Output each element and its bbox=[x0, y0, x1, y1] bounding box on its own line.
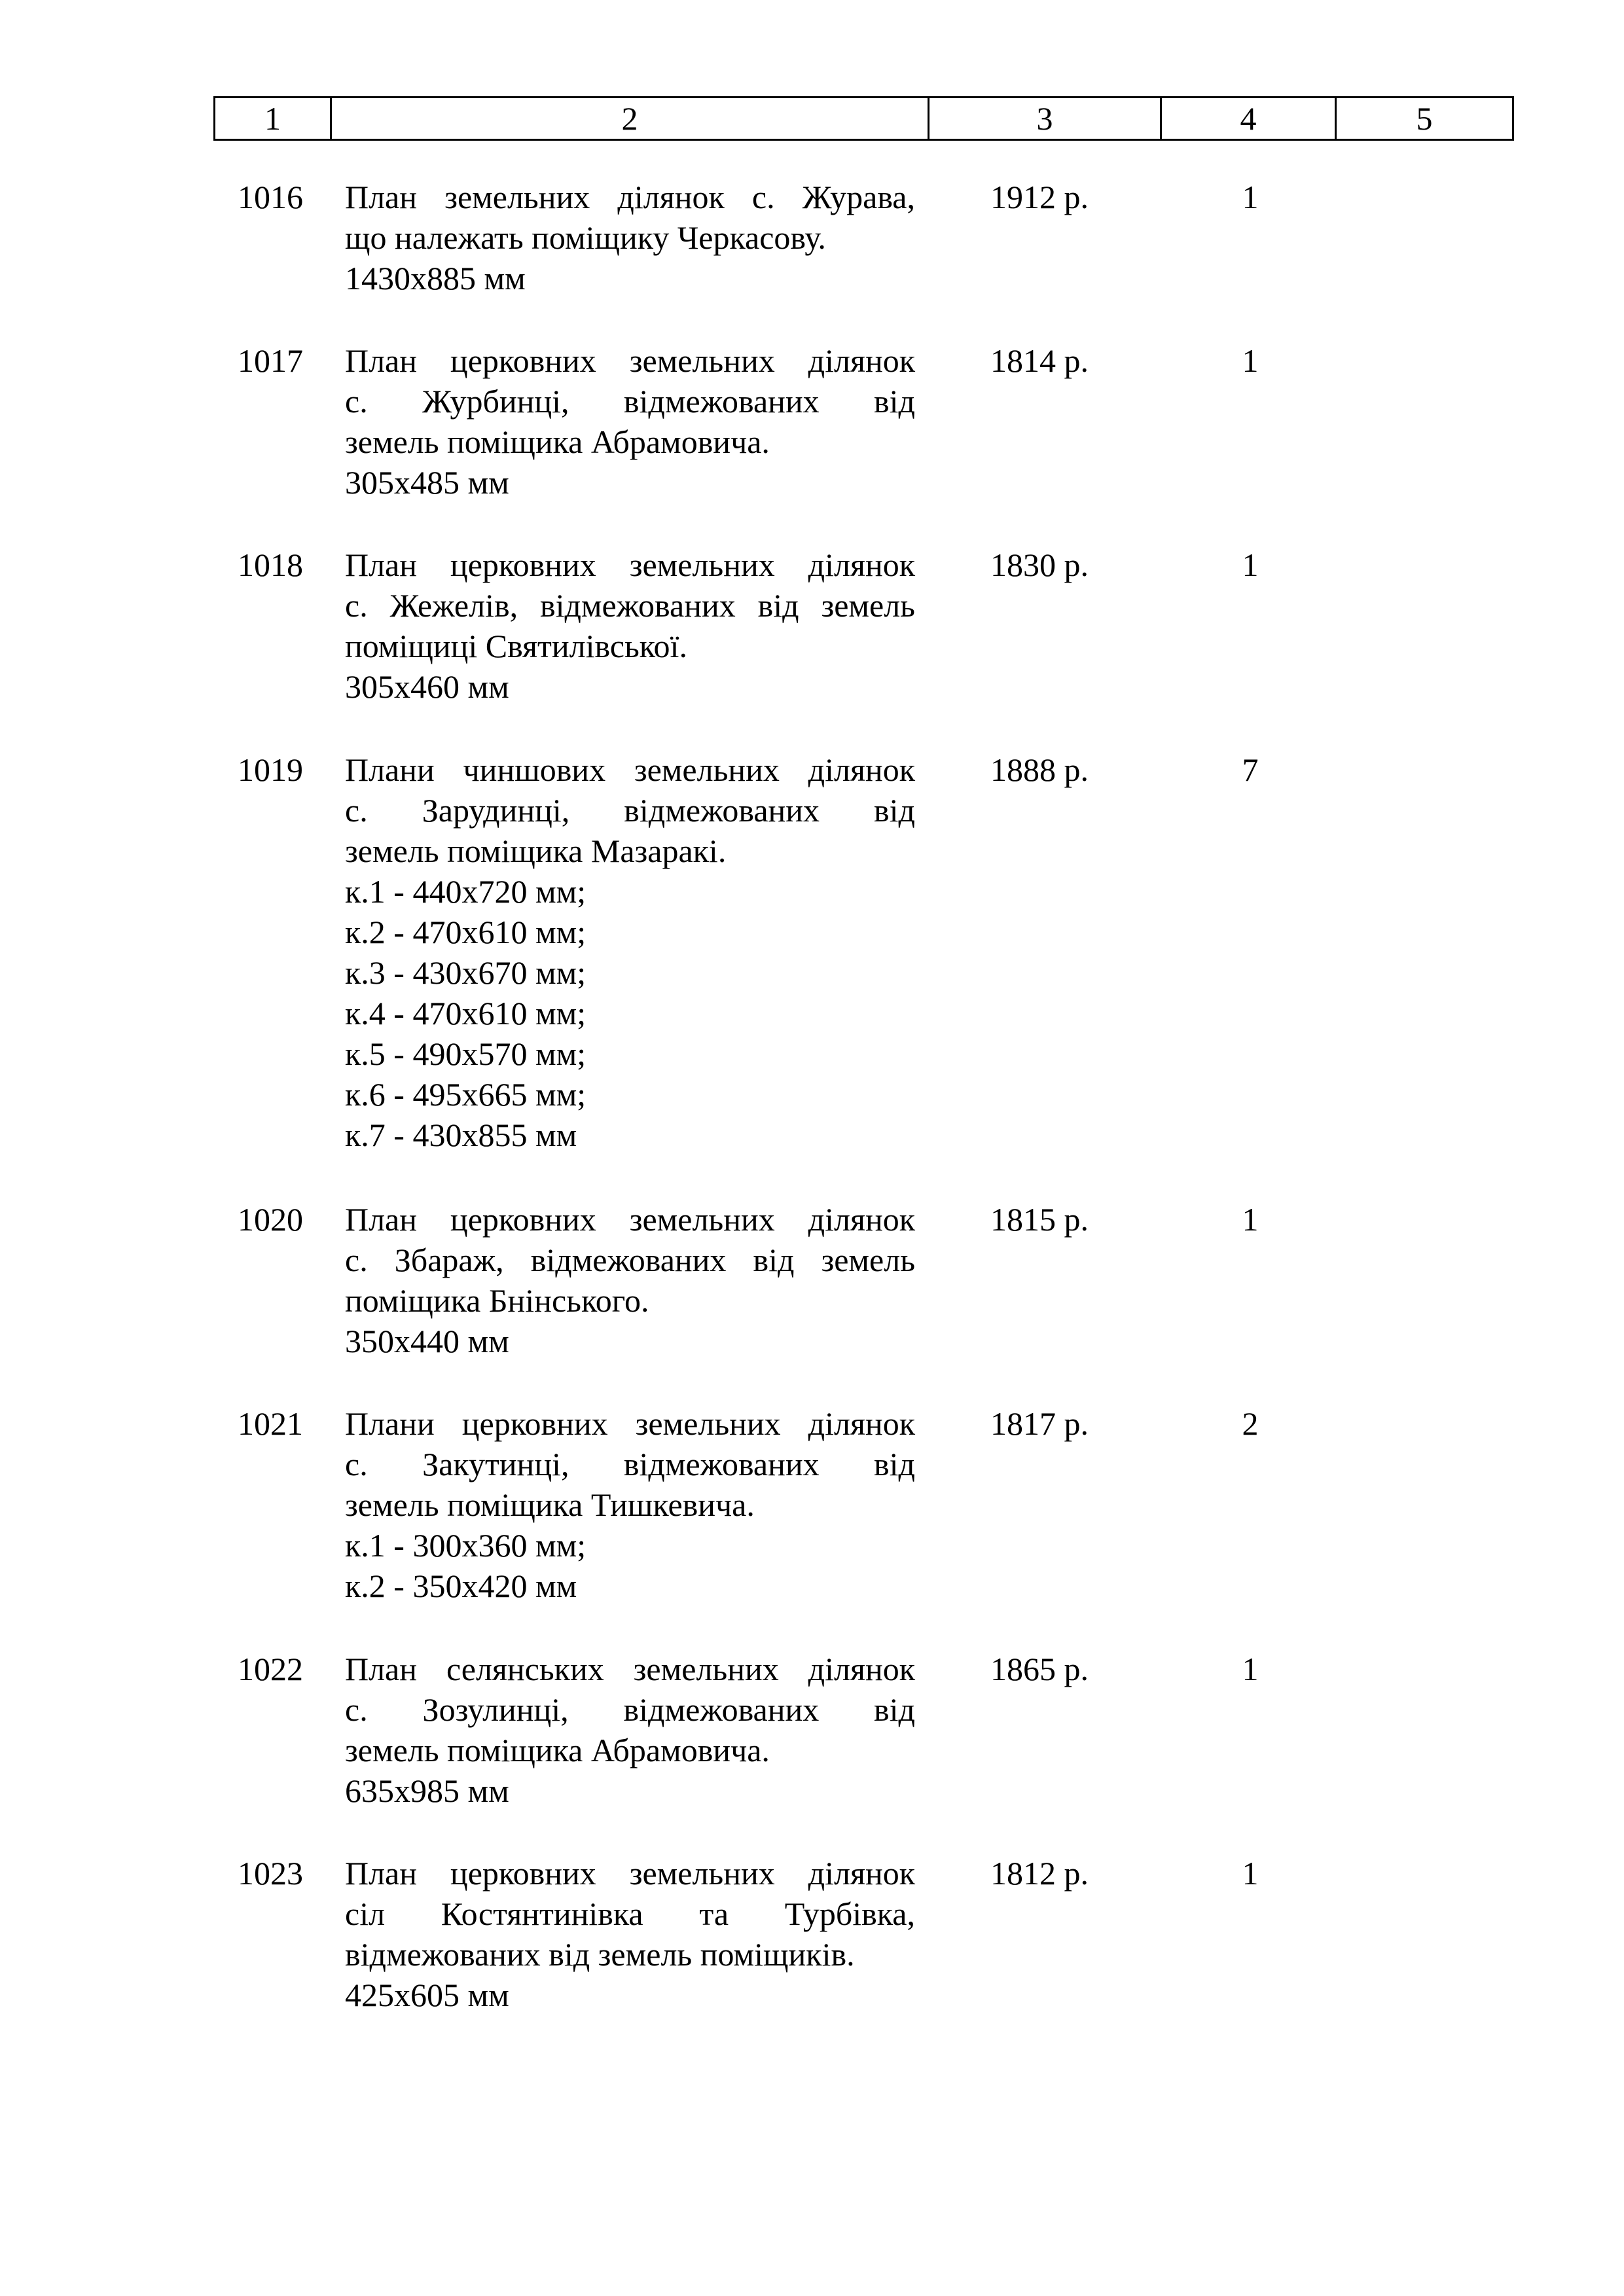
description-line: Плани церковних земельних ділянок bbox=[345, 1405, 915, 1442]
description-line: 305х460 мм bbox=[345, 668, 509, 705]
entry-number: 1016 bbox=[238, 179, 303, 215]
description-line: с. Зарудинці, відмежованих від bbox=[345, 792, 915, 829]
column-header-1: 1 bbox=[215, 98, 331, 140]
entry-number: 1021 bbox=[238, 1405, 303, 1442]
description-line: с. Закутинці, відмежованих від bbox=[345, 1446, 915, 1482]
entry-count: 7 bbox=[1242, 751, 1259, 788]
entry-description bbox=[345, 545, 915, 707]
entry-description bbox=[345, 1649, 915, 1811]
column-header-5: 5 bbox=[1336, 98, 1513, 140]
description-line: к.2 - 470х610 мм; bbox=[345, 914, 586, 950]
description-line: с. Жежелів, відмежованих від земель bbox=[345, 587, 915, 624]
entry-count: 1 bbox=[1242, 1201, 1259, 1238]
description-line: к.2 - 350х420 мм bbox=[345, 1568, 577, 1604]
entry-count: 1 bbox=[1242, 1855, 1259, 1892]
description-line: План церковних земельних ділянок bbox=[345, 547, 915, 583]
description-line: с. Журбинці, відмежованих від bbox=[345, 383, 915, 420]
description-line: с. Зозулинці, відмежованих від bbox=[345, 1691, 915, 1728]
entry-description bbox=[345, 1199, 915, 1361]
description-line: План церковних земельних ділянок bbox=[345, 1855, 915, 1892]
description-line: План церковних земельних ділянок bbox=[345, 342, 915, 379]
description-line: поміщиці Святилівської. bbox=[345, 628, 687, 664]
description-line: земель поміщика Абрамовича. bbox=[345, 1732, 770, 1768]
entry-number: 1023 bbox=[238, 1855, 303, 1892]
description-line: План земельних ділянок с. Журава, bbox=[345, 179, 915, 215]
entry-description bbox=[345, 177, 915, 298]
entry-date: 1814 р. bbox=[990, 342, 1089, 379]
description-line: к.1 - 300х360 мм; bbox=[345, 1527, 586, 1564]
entry-count: 2 bbox=[1242, 1405, 1259, 1442]
entry-count: 1 bbox=[1242, 1651, 1259, 1687]
entry-description bbox=[345, 1853, 915, 2015]
column-header-2: 2 bbox=[331, 98, 929, 140]
entry-number: 1018 bbox=[238, 547, 303, 583]
entry-number: 1020 bbox=[238, 1201, 303, 1238]
entry-date: 1815 р. bbox=[990, 1201, 1089, 1238]
description-line: поміщика Бнінського. bbox=[345, 1282, 649, 1319]
entry-description bbox=[345, 749, 915, 1155]
description-line: к.7 - 430х855 мм bbox=[345, 1117, 577, 1153]
description-line: земель поміщика Абрамовича. bbox=[345, 423, 770, 460]
description-line: відмежованих від земель поміщиків. bbox=[345, 1936, 855, 1973]
description-line: План селянських земельних ділянок bbox=[345, 1651, 915, 1687]
description-line: План церковних земельних ділянок bbox=[345, 1201, 915, 1238]
description-line: 425х605 мм bbox=[345, 1977, 509, 2013]
description-line: к.4 - 470х610 мм; bbox=[345, 995, 586, 1031]
description-line: 635х985 мм bbox=[345, 1772, 509, 1809]
entry-number: 1022 bbox=[238, 1651, 303, 1687]
entry-date: 1830 р. bbox=[990, 547, 1089, 583]
column-header-4: 4 bbox=[1161, 98, 1336, 140]
description-line: що належать поміщику Черкасову. bbox=[345, 219, 826, 256]
entry-number: 1017 bbox=[238, 342, 303, 379]
entry-count: 1 bbox=[1242, 342, 1259, 379]
description-line: сіл Костянтинівка та Турбівка, bbox=[345, 1895, 915, 1932]
entry-description bbox=[345, 1403, 915, 1606]
description-line: к.1 - 440х720 мм; bbox=[345, 873, 586, 910]
entry-date: 1817 р. bbox=[990, 1405, 1089, 1442]
entry-date: 1812 р. bbox=[990, 1855, 1089, 1892]
entry-count: 1 bbox=[1242, 179, 1259, 215]
column-header-3: 3 bbox=[929, 98, 1161, 140]
description-line: к.5 - 490х570 мм; bbox=[345, 1035, 586, 1072]
entry-count: 1 bbox=[1242, 547, 1259, 583]
entry-date: 1865 р. bbox=[990, 1651, 1089, 1687]
description-line: 1430х885 мм bbox=[345, 260, 526, 296]
description-line: 305х485 мм bbox=[345, 464, 509, 501]
description-line: 350х440 мм bbox=[345, 1323, 509, 1359]
description-line: к.6 - 495х665 мм; bbox=[345, 1076, 586, 1113]
entry-date: 1912 р. bbox=[990, 179, 1089, 215]
entry-description bbox=[345, 340, 915, 503]
entry-number: 1019 bbox=[238, 751, 303, 788]
entry-date: 1888 р. bbox=[990, 751, 1089, 788]
description-line: к.3 - 430х670 мм; bbox=[345, 954, 586, 991]
description-line: земель поміщика Тишкевича. bbox=[345, 1486, 755, 1523]
description-line: земель поміщика Мазаракі. bbox=[345, 833, 727, 869]
description-line: с. Збараж, відмежованих від земель bbox=[345, 1242, 915, 1278]
description-line: Плани чиншових земельних ділянок bbox=[345, 751, 915, 788]
